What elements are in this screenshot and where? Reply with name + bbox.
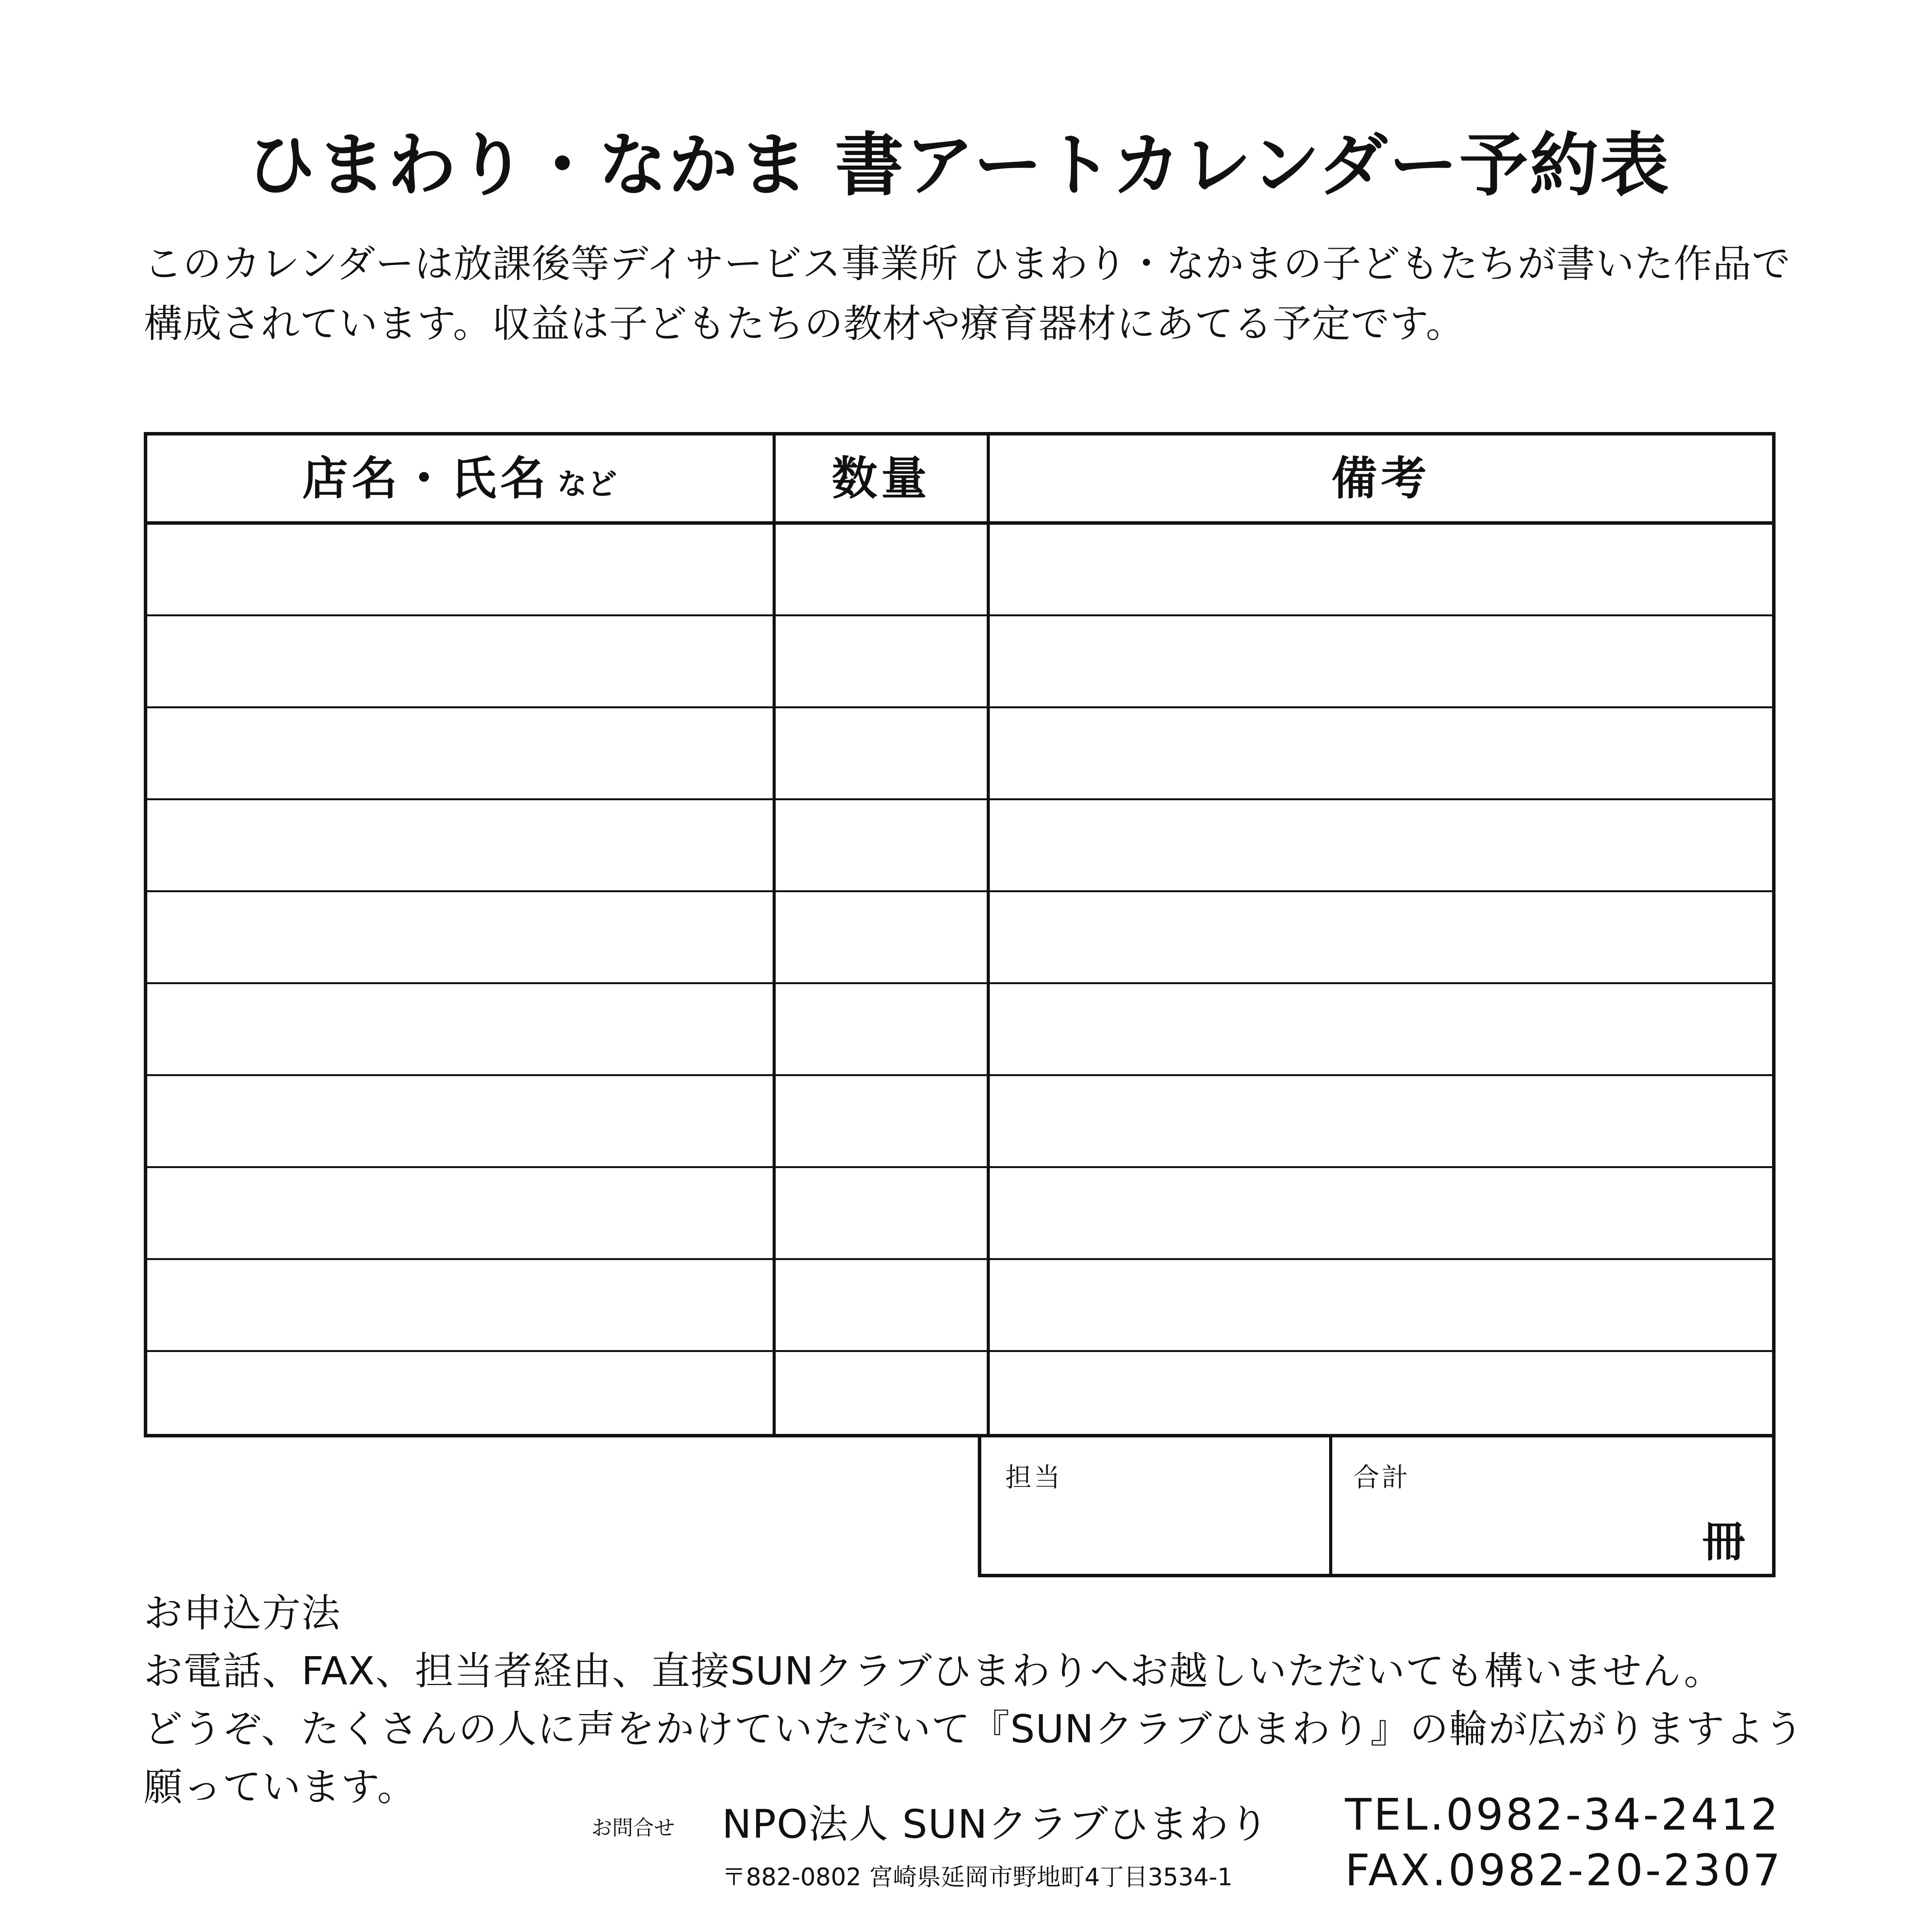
staff-label: 担当: [1005, 1463, 1063, 1493]
row-divider: [147, 1258, 1772, 1260]
row-divider: [147, 614, 1772, 616]
method-line: 願っています。: [144, 1764, 417, 1810]
intro-line: このカレンダーは放課後等デイサービス事業所 ひまわり・なかまの子どもたちが書いた作品で: [144, 241, 1791, 286]
row-divider: [147, 890, 1772, 892]
intro-text: [144, 234, 1806, 354]
row-divider: [147, 798, 1772, 800]
row-divider: [147, 1166, 1772, 1168]
total-label: 合計: [1353, 1463, 1411, 1493]
intro-line: 構成されています。収益は子どもたちの教材や療育器材にあてる予定です。: [144, 301, 1465, 346]
method-line: どうぞ、たくさんの人に声をかけていただいて『SUNクラブひまわり』の輪が広がりますよう: [144, 1706, 1804, 1752]
summary-box: [978, 1434, 1776, 1577]
contact-address: 〒882-0802 宮崎県延岡市野地町4丁目3534-1: [722, 1863, 1233, 1891]
column-divider: [773, 435, 776, 1434]
header-name: [147, 435, 773, 521]
header-remarks: 備考: [1331, 452, 1430, 505]
order-table: [144, 432, 1776, 1437]
page-title: ひまわり・なかま 書アートカレンダー予約表: [247, 125, 1670, 205]
summary-divider: [1329, 1434, 1332, 1574]
method-line: お電話、FAX、担当者経由、直接SUNクラブひまわりへお越しいただいても構いません。: [144, 1648, 1723, 1694]
contact-org: NPO法人 SUNクラブひまわり: [722, 1801, 1270, 1847]
header-name-label: 店名・氏名: [302, 452, 550, 505]
application-method: [144, 1584, 1806, 1816]
header-quantity: 数量: [831, 452, 931, 505]
total-unit: 冊: [1702, 1517, 1745, 1566]
header-divider: [147, 521, 1772, 525]
method-heading: お申込方法: [144, 1590, 341, 1636]
header-name-suffix: など: [557, 467, 618, 501]
contact-label: お問合せ: [591, 1816, 675, 1840]
contact-tel: TEL.0982-34-2412: [1345, 1790, 1781, 1840]
column-divider: [987, 435, 990, 1434]
row-divider: [147, 1350, 1772, 1352]
contact-fax: FAX.0982-20-2307: [1345, 1845, 1783, 1896]
row-divider: [147, 982, 1772, 984]
row-divider: [147, 1074, 1772, 1076]
row-divider: [147, 706, 1772, 708]
